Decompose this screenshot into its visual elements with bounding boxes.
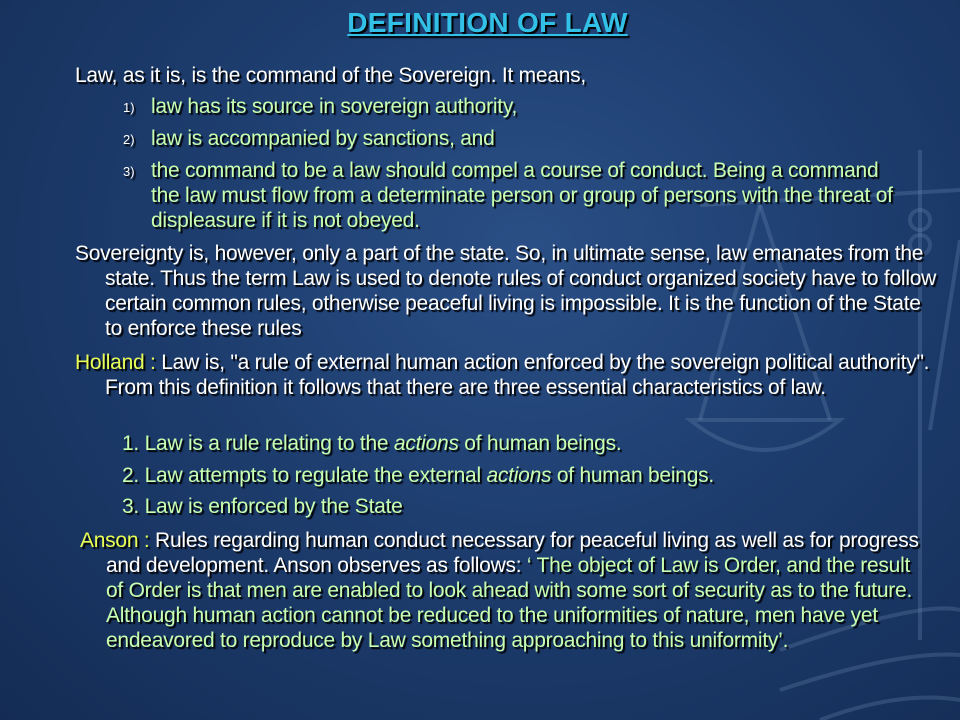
characteristic-item: [122, 494, 922, 519]
list-item: law is accompanied by sanctions, and: [151, 127, 495, 150]
characteristic-emphasis: actions: [393, 432, 459, 455]
holland-text: Law is, "a rule of external human action enforced by the sovereign political authority". From this definition it follows that there are three essential characteristics of law.: [105, 351, 930, 399]
characteristic-item: [122, 463, 922, 488]
characteristic-item: [122, 431, 922, 456]
characteristic-text: 2. Law attempts to regulate the external: [122, 464, 487, 487]
list-number: 1): [123, 100, 135, 115]
list-item: the command to be a law should compel a course of conduct. Being a command the law must flow from a determinate person or group of persons with the threat of displeasure if it is not obeyed.: [151, 159, 893, 232]
anson-paragraph: [75, 528, 926, 653]
sovereignty-paragraph: Sovereignty is, however, only a part of the state. So, in ultimate sense, law emanates from the state. Thus the term Law is used to denote rules of conduct organized society have to follow certain common rules, otherwise peaceful living is impossible. It is the function of the State to enforce these rules: [75, 242, 937, 340]
characteristic-emphasis: actions: [486, 464, 552, 487]
holland-label: Holland :: [75, 351, 156, 374]
holland-paragraph: [75, 350, 940, 400]
slide-title: DEFINITION OF LAW: [347, 7, 628, 38]
characteristic-text: of human beings.: [551, 464, 714, 487]
characteristic-text: 1. Law is a rule relating to the: [122, 432, 394, 455]
list-item: law has its source in sovereign authority,: [151, 95, 518, 118]
characteristic-text: 3. Law is enforced by the State: [122, 495, 403, 518]
list-number: 2): [123, 132, 135, 147]
intro-line: Law, as it is, is the command of the Sovereign. It means,: [75, 64, 587, 87]
anson-label: Anson :: [80, 529, 150, 552]
anson-quote: ‘ The object of Law is Order, and the result of Order is that men are enabled to look ahead with some sort of security as to the future. Although human action cannot be reduced to the uniformities of nature, men have yet endeavored to reproduce by Law something approaching to this uniformity’.: [106, 554, 913, 652]
list-number: 3): [123, 164, 135, 179]
anson-text: Rules regarding human conduct necessary for peaceful living as well as for progress and development. Anson observes as follows:: [106, 529, 919, 577]
characteristic-text: of human beings.: [458, 432, 622, 455]
